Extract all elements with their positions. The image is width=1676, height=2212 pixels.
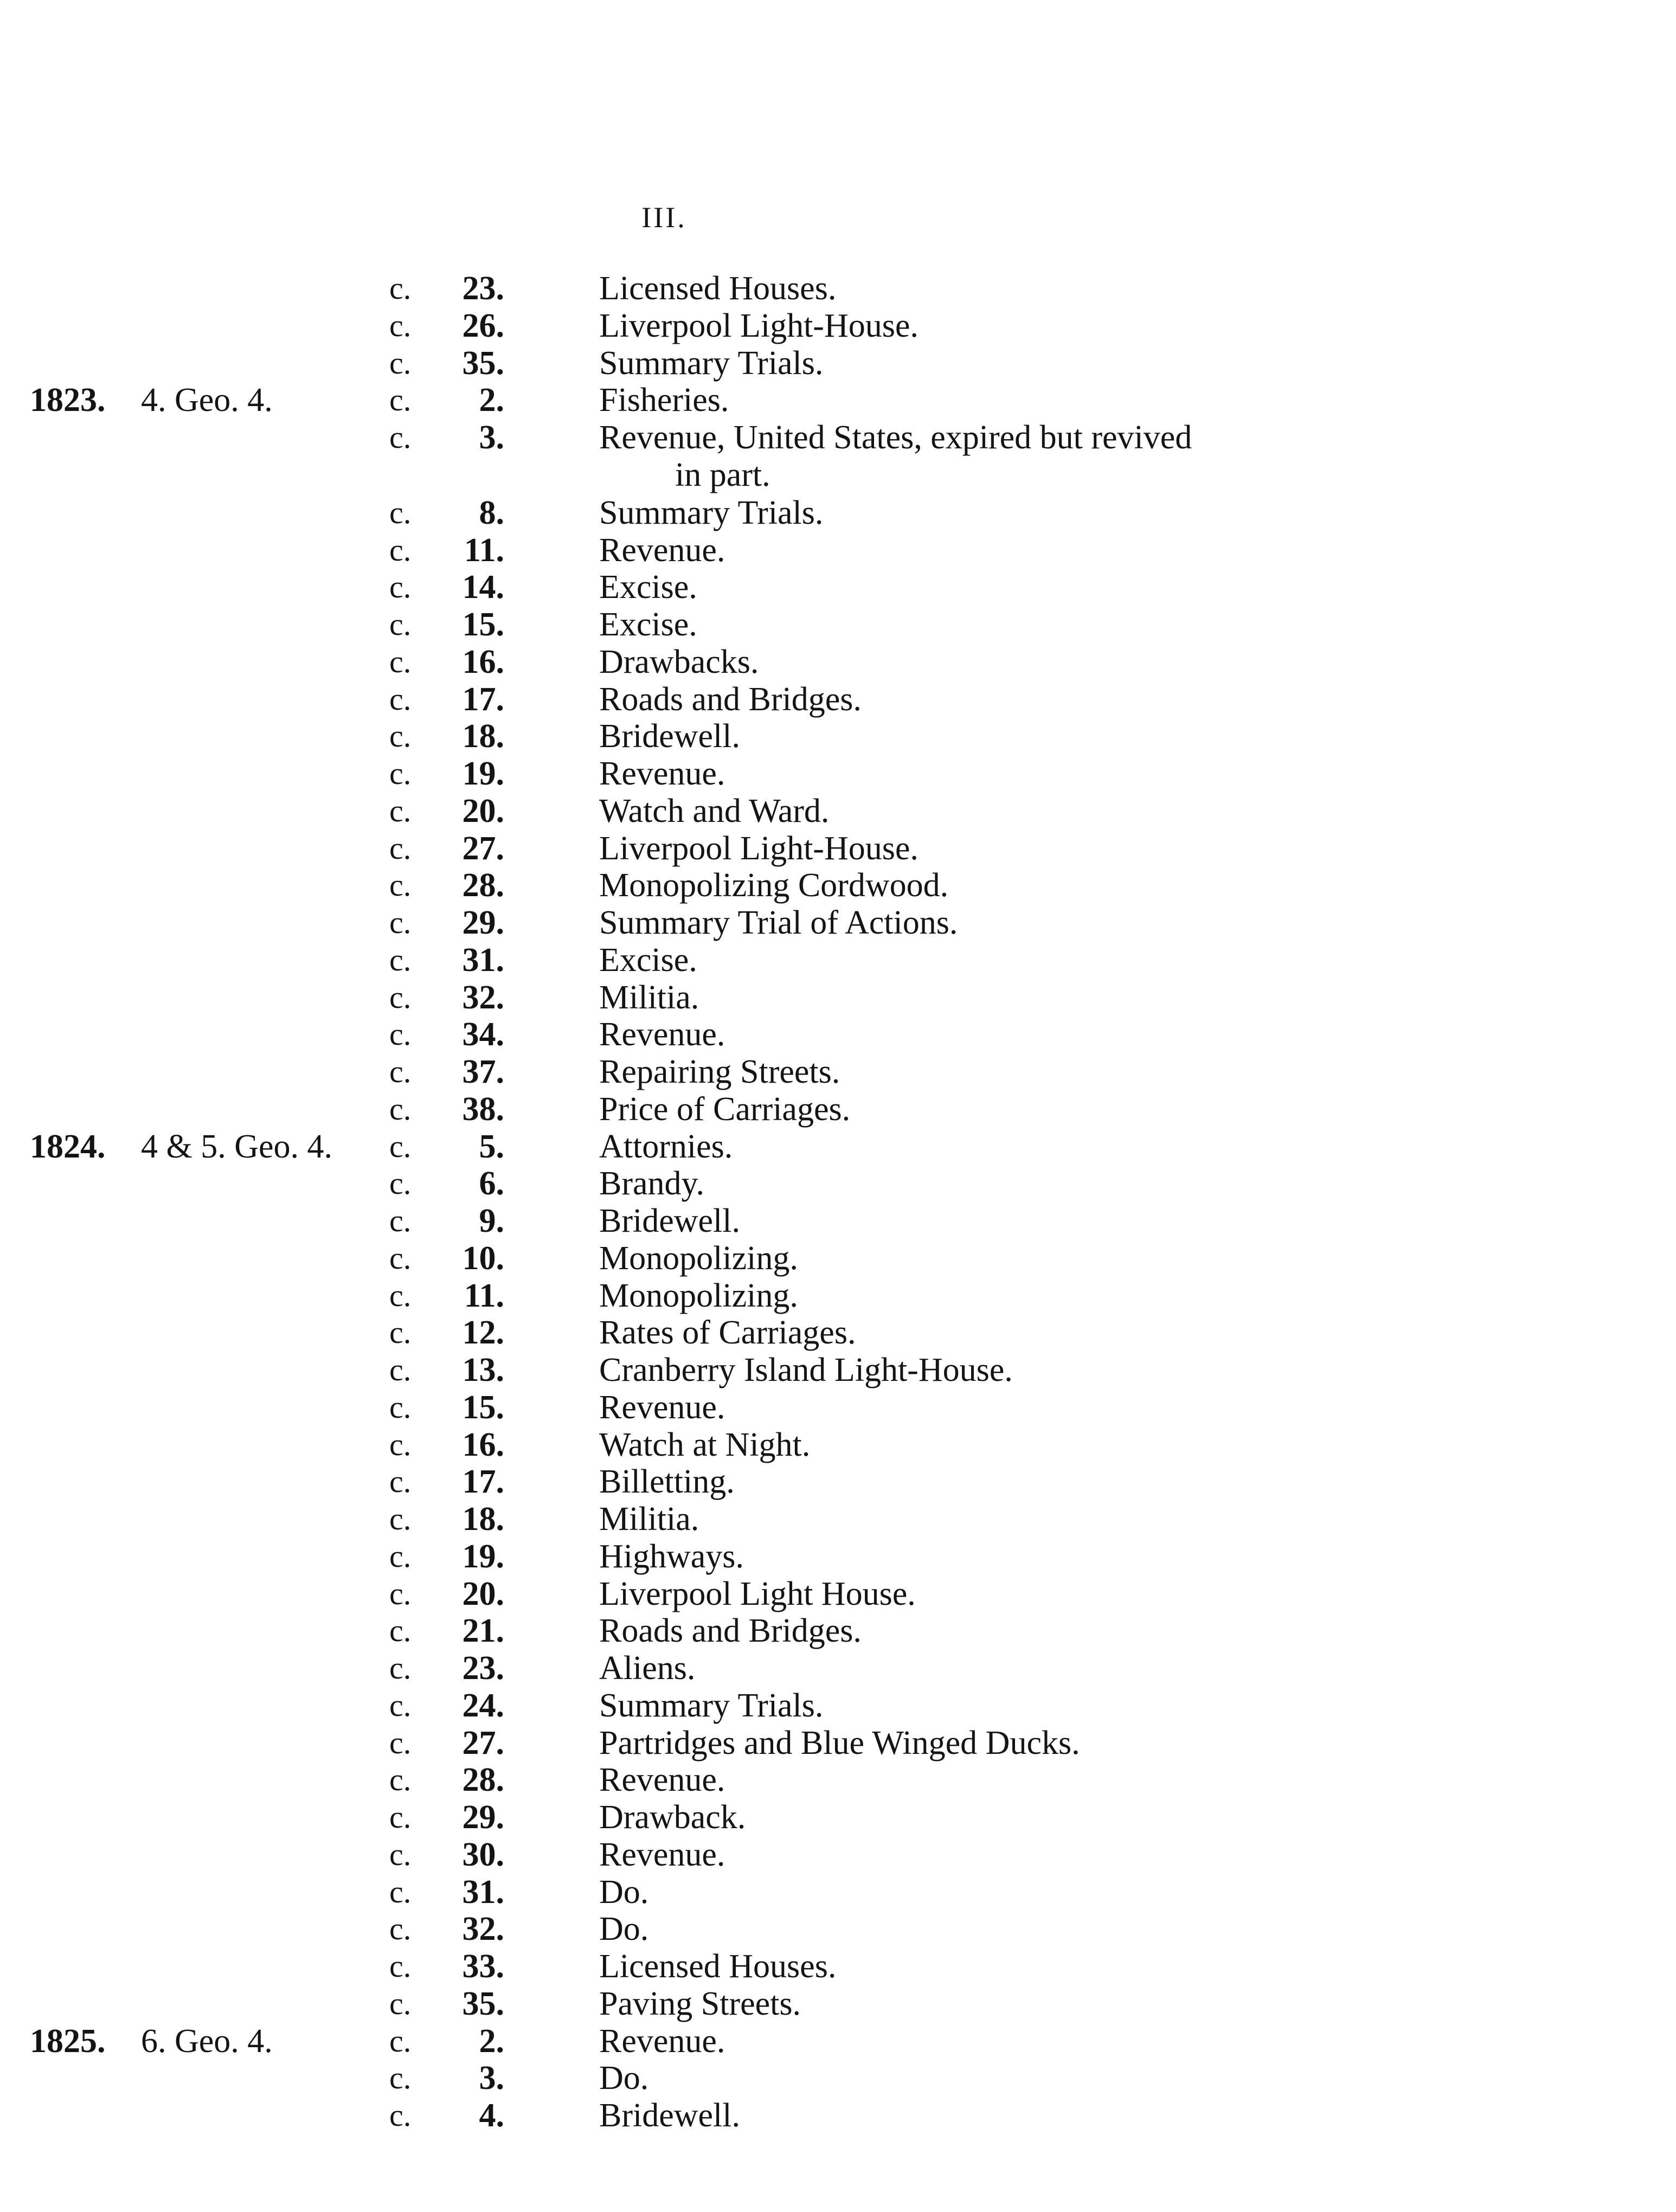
chapter-number: 3. xyxy=(479,2060,504,2097)
act-title: Partridges and Blue Winged Ducks. xyxy=(599,1724,1080,1761)
statute-entry xyxy=(0,569,1676,606)
statute-entry xyxy=(0,1612,1676,1650)
act-title: Fisheries. xyxy=(599,382,729,419)
chapter-number: 9. xyxy=(479,1203,504,1239)
chapter-number: 35. xyxy=(462,344,504,382)
chapter-prefix: c. xyxy=(389,420,412,455)
statute-entry xyxy=(0,382,1676,419)
chapter-prefix: c. xyxy=(389,1389,412,1425)
statute-entry xyxy=(0,270,1676,307)
chapter-number: 35. xyxy=(462,1985,504,2022)
chapter-number: 17. xyxy=(462,680,504,718)
statute-entry xyxy=(0,1687,1676,1725)
chapter-prefix: c. xyxy=(389,271,412,306)
act-title: Revenue. xyxy=(599,1836,725,1873)
statute-entry xyxy=(0,867,1676,904)
chapter-prefix: c. xyxy=(389,1166,412,1201)
act-title: Revenue. xyxy=(599,755,725,792)
chapter-prefix: c. xyxy=(389,1277,412,1313)
statute-entry xyxy=(0,1091,1676,1128)
chapter-number: 2. xyxy=(479,2022,504,2060)
chapter-number: 19. xyxy=(462,1538,504,1575)
chapter-prefix: c. xyxy=(389,1426,412,1462)
statute-entry xyxy=(0,1016,1676,1053)
chapter-prefix: c. xyxy=(389,793,412,828)
statute-entry xyxy=(0,2023,1676,2060)
chapter-prefix: c. xyxy=(389,756,412,791)
statute-entry xyxy=(0,1203,1676,1240)
statute-entry xyxy=(0,1985,1676,2023)
chapter-prefix: c. xyxy=(389,1128,412,1164)
chapter-prefix: c. xyxy=(389,1650,412,1686)
statute-entry xyxy=(0,1948,1676,1985)
act-title: Monopolizing. xyxy=(599,1277,798,1314)
chapter-number: 10. xyxy=(462,1239,504,1277)
act-title: Repairing Streets. xyxy=(599,1053,840,1090)
statute-entry xyxy=(0,1576,1676,1613)
act-title: Watch at Night. xyxy=(599,1426,811,1463)
chapter-number: 26. xyxy=(462,307,504,344)
chapter-number: 15. xyxy=(462,1388,504,1426)
statute-entry xyxy=(0,1314,1676,1352)
act-title: Do. xyxy=(599,1911,649,1948)
chapter-number: 14. xyxy=(462,569,504,606)
chapter-prefix: c. xyxy=(389,867,412,903)
regnal-year: 4 & 5. Geo. 4. xyxy=(141,1128,333,1165)
act-title: Do. xyxy=(599,2060,649,2097)
chapter-number: 24. xyxy=(462,1687,504,1724)
chapter-number: 4. xyxy=(479,2097,504,2134)
chapter-number: 16. xyxy=(462,1426,504,1463)
statute-entry xyxy=(0,1836,1676,1874)
statute-entry xyxy=(0,1352,1676,1389)
act-title: Summary Trials. xyxy=(599,494,824,531)
statute-entry xyxy=(0,1538,1676,1576)
chapter-prefix: c. xyxy=(389,307,412,343)
chapter-number: 18. xyxy=(462,718,504,755)
statute-entry xyxy=(0,1761,1676,1799)
act-title: Revenue. xyxy=(599,1761,725,1799)
chapter-number: 13. xyxy=(462,1352,504,1388)
chapter-prefix: c. xyxy=(389,1911,412,1947)
act-title: Do. xyxy=(599,1873,649,1911)
chapter-number: 18. xyxy=(462,1501,504,1538)
act-title: Liverpool Light House. xyxy=(599,1575,916,1612)
act-title: Roads and Bridges. xyxy=(599,680,862,718)
chapter-number: 29. xyxy=(462,904,504,941)
chapter-prefix: c. xyxy=(389,942,412,978)
act-title: Price of Carriages. xyxy=(599,1090,851,1128)
chapter-prefix: c. xyxy=(389,1576,412,1611)
chapter-number: 11. xyxy=(464,531,504,569)
act-title: Cranberry Island Light-House. xyxy=(599,1352,1013,1388)
chapter-number: 37. xyxy=(462,1053,504,1090)
statute-entry xyxy=(0,1911,1676,1948)
chapter-prefix: c. xyxy=(389,532,412,568)
act-title: Revenue. xyxy=(599,2022,725,2060)
act-title: Liverpool Light-House. xyxy=(599,307,919,344)
chapter-prefix: c. xyxy=(389,1352,412,1387)
act-title: Roads and Bridges. xyxy=(599,1612,862,1650)
statute-entry xyxy=(0,307,1676,345)
statute-entry xyxy=(0,606,1676,644)
act-title: Revenue, United States, expired but revived xyxy=(599,419,1192,456)
act-title: Drawback. xyxy=(599,1799,746,1836)
act-title: Bridewell. xyxy=(599,718,740,755)
chapter-prefix: c. xyxy=(389,607,412,642)
chapter-prefix: c. xyxy=(389,1203,412,1238)
statute-entry xyxy=(0,942,1676,979)
act-title: Licensed Houses. xyxy=(599,1948,837,1985)
statute-entry xyxy=(0,830,1676,867)
act-title: Summary Trial of Actions. xyxy=(599,904,958,941)
chapter-prefix: c. xyxy=(389,1315,412,1351)
statute-entry xyxy=(0,1277,1676,1315)
chapter-prefix: c. xyxy=(389,382,412,418)
chapter-prefix: c. xyxy=(389,1725,412,1760)
chapter-number: 29. xyxy=(462,1799,504,1836)
chapter-prefix: c. xyxy=(389,2023,412,2059)
chapter-prefix: c. xyxy=(389,569,412,605)
act-title: Bridewell. xyxy=(599,2097,740,2134)
statute-entry xyxy=(0,532,1676,569)
act-title: Militia. xyxy=(599,979,699,1016)
chapter-number: 19. xyxy=(462,755,504,792)
chapter-prefix: c. xyxy=(389,345,412,381)
chapter-number: 28. xyxy=(462,867,504,904)
statute-entry xyxy=(0,755,1676,793)
statute-index-list xyxy=(0,270,1676,2134)
regnal-year: 6. Geo. 4. xyxy=(141,2022,273,2060)
session-year: 1825. xyxy=(30,2022,106,2060)
act-title-continuation-line xyxy=(0,456,1676,494)
chapter-prefix: c. xyxy=(389,1799,412,1835)
statute-entry xyxy=(0,1128,1676,1166)
act-title: Excise. xyxy=(599,569,697,606)
statute-entry xyxy=(0,644,1676,681)
statute-entry xyxy=(0,1463,1676,1501)
act-title: Watch and Ward. xyxy=(599,792,830,829)
chapter-prefix: c. xyxy=(389,1613,412,1649)
chapter-number: 34. xyxy=(462,1016,504,1053)
chapter-prefix: c. xyxy=(389,1091,412,1127)
statute-entry xyxy=(0,1501,1676,1538)
statute-entry xyxy=(0,1426,1676,1464)
statute-entry xyxy=(0,904,1676,942)
chapter-number: 3. xyxy=(479,419,504,456)
chapter-number: 23. xyxy=(462,1650,504,1687)
chapter-number: 2. xyxy=(479,382,504,419)
chapter-number: 21. xyxy=(462,1612,504,1650)
act-title: Monopolizing Cordwood. xyxy=(599,867,949,904)
chapter-prefix: c. xyxy=(389,1240,412,1276)
chapter-number: 5. xyxy=(479,1128,504,1165)
chapter-number: 32. xyxy=(462,1911,504,1948)
act-title: Aliens. xyxy=(599,1650,696,1687)
statute-entry xyxy=(0,681,1676,718)
chapter-prefix: c. xyxy=(389,494,412,530)
chapter-prefix: c. xyxy=(389,1464,412,1500)
act-title: Bridewell. xyxy=(599,1203,740,1239)
chapter-number: 31. xyxy=(462,1873,504,1911)
chapter-number: 23. xyxy=(462,270,504,307)
act-title: Highways. xyxy=(599,1538,744,1575)
statute-entry xyxy=(0,979,1676,1017)
statute-entry xyxy=(0,1725,1676,1762)
chapter-number: 11. xyxy=(464,1277,504,1314)
statute-entry xyxy=(0,1874,1676,1911)
chapter-number: 32. xyxy=(462,979,504,1016)
chapter-number: 30. xyxy=(462,1836,504,1873)
act-title: Rates of Carriages. xyxy=(599,1314,856,1352)
chapter-prefix: c. xyxy=(389,1501,412,1536)
statute-entry xyxy=(0,1240,1676,1277)
statute-entry xyxy=(0,2097,1676,2134)
act-title: Monopolizing. xyxy=(599,1239,798,1277)
chapter-prefix: c. xyxy=(389,718,412,754)
chapter-number: 12. xyxy=(462,1314,504,1352)
statute-entry xyxy=(0,494,1676,532)
statute-entry xyxy=(0,793,1676,830)
session-year: 1823. xyxy=(30,382,106,419)
act-title: Revenue. xyxy=(599,531,725,569)
act-title: Excise. xyxy=(599,941,697,979)
statute-entry xyxy=(0,2060,1676,2097)
chapter-number: 27. xyxy=(462,1724,504,1761)
act-title: Brandy. xyxy=(599,1165,704,1203)
regnal-year: 4. Geo. 4. xyxy=(141,382,273,419)
chapter-prefix: c. xyxy=(389,979,412,1015)
statute-entry xyxy=(0,1389,1676,1426)
chapter-prefix: c. xyxy=(389,1762,412,1798)
chapter-prefix: c. xyxy=(389,1538,412,1574)
chapter-prefix: c. xyxy=(389,830,412,866)
act-title: Drawbacks. xyxy=(599,643,759,680)
chapter-prefix: c. xyxy=(389,644,412,679)
act-title: Summary Trials. xyxy=(599,344,824,382)
chapter-number: 16. xyxy=(462,643,504,680)
chapter-number: 17. xyxy=(462,1463,504,1501)
chapter-number: 8. xyxy=(479,494,504,531)
act-title: Billetting. xyxy=(599,1463,735,1501)
act-title: Summary Trials. xyxy=(599,1687,824,1724)
chapter-prefix: c. xyxy=(389,905,412,940)
statute-entry xyxy=(0,345,1676,382)
act-title: Attornies. xyxy=(599,1128,733,1165)
act-title: Paving Streets. xyxy=(599,1985,801,2022)
act-title: Excise. xyxy=(599,606,697,643)
act-title: Revenue. xyxy=(599,1388,725,1426)
chapter-number: 33. xyxy=(462,1948,504,1985)
chapter-prefix: c. xyxy=(389,1054,412,1089)
chapter-number: 6. xyxy=(479,1165,504,1203)
chapter-number: 27. xyxy=(462,829,504,867)
chapter-number: 38. xyxy=(462,1090,504,1128)
act-title: Liverpool Light-House. xyxy=(599,829,919,867)
chapter-prefix: c. xyxy=(389,1874,412,1909)
page-number: III. xyxy=(641,201,687,234)
chapter-prefix: c. xyxy=(389,1949,412,1984)
act-title: Revenue. xyxy=(599,1016,725,1053)
statute-entry xyxy=(0,718,1676,755)
chapter-number: 31. xyxy=(462,941,504,979)
chapter-prefix: c. xyxy=(389,1836,412,1872)
statute-entry xyxy=(0,1650,1676,1687)
statute-entry xyxy=(0,419,1676,456)
chapter-prefix: c. xyxy=(389,2098,412,2133)
chapter-number: 15. xyxy=(462,606,504,643)
statute-entry xyxy=(0,1053,1676,1091)
act-title: Licensed Houses. xyxy=(599,270,837,307)
act-title-continuation: in part. xyxy=(675,456,770,493)
chapter-prefix: c. xyxy=(389,1985,412,2021)
session-year: 1824. xyxy=(30,1128,106,1165)
chapter-prefix: c. xyxy=(389,1017,412,1052)
act-title: Militia. xyxy=(599,1501,699,1538)
statute-entry xyxy=(0,1165,1676,1203)
chapter-prefix: c. xyxy=(389,681,412,717)
chapter-number: 28. xyxy=(462,1761,504,1799)
chapter-number: 20. xyxy=(462,792,504,829)
chapter-number: 20. xyxy=(462,1575,504,1612)
chapter-prefix: c. xyxy=(389,2060,412,2096)
statute-entry xyxy=(0,1799,1676,1836)
chapter-prefix: c. xyxy=(389,1687,412,1723)
